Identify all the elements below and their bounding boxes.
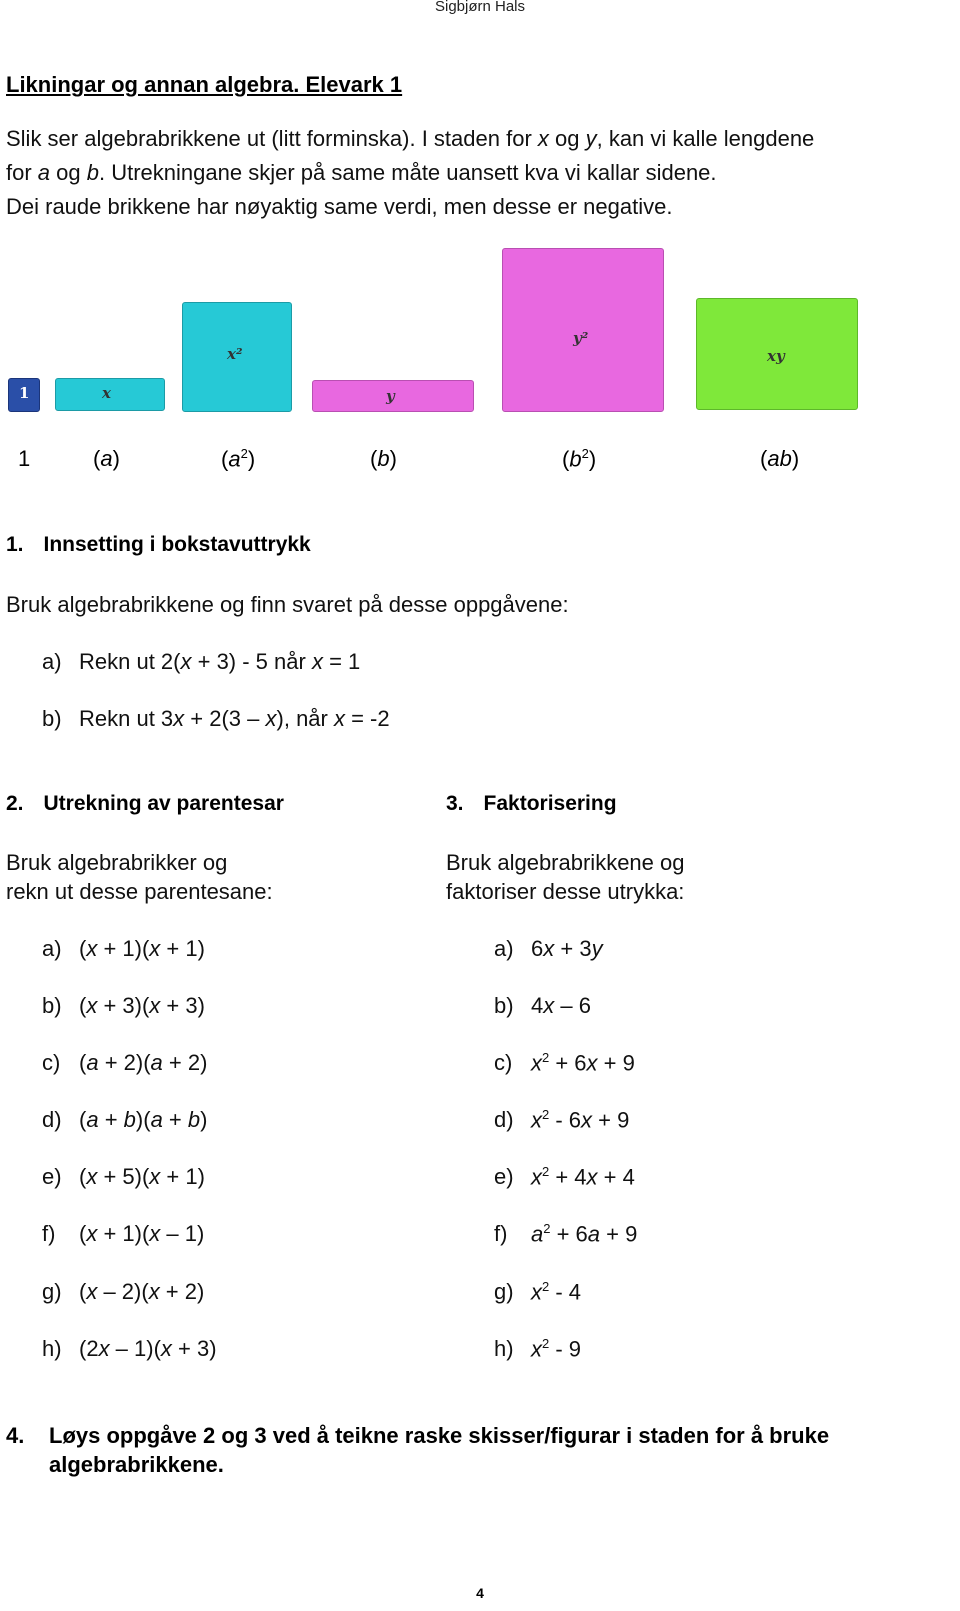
caption-b-squared: $(b^2)$ bbox=[562, 446, 597, 472]
section-3-item-b: b) 4x – 6 bbox=[494, 993, 591, 1018]
caption-a-squared: $(a^2)$ bbox=[221, 446, 256, 472]
caption-a: (a) bbox=[93, 446, 120, 471]
caption-unit: 1 bbox=[18, 446, 31, 471]
section-1-item-b: b) Rekn ut 3x + 2(3 – x), når x = -2 bbox=[42, 706, 390, 731]
section-3-item-c: c) $x^2 + 6x + 9$ bbox=[494, 1050, 635, 1076]
section-2-heading: 2. Utrekning av parentesar bbox=[6, 792, 284, 815]
tile-x: x bbox=[55, 378, 165, 411]
section-2-item-a: a) (x + 1)(x + 1) bbox=[42, 936, 205, 961]
section-1-item-a: a) Rekn ut 2(x + 3) - 5 når x = 1 bbox=[42, 649, 361, 674]
section-2-item-f: f) (x + 1)(x – 1) bbox=[42, 1221, 205, 1246]
section-2-instruction-line-2: rekn ut desse parentesane: bbox=[6, 879, 273, 904]
section-3-item-g: g) $x^2 - 4$ bbox=[494, 1279, 582, 1305]
caption-ab: (ab) bbox=[760, 446, 800, 471]
section-2-instruction-line-1: Bruk algebrabrikker og bbox=[6, 850, 228, 875]
page-header-author: Sigbjørn Hals bbox=[434, 0, 526, 15]
page-title: Likningar og annan algebra. Elevark 1 bbox=[6, 72, 403, 97]
tile-y-squared: y² bbox=[502, 248, 664, 412]
section-4-line-2: algebrabrikkene. bbox=[49, 1452, 224, 1477]
section-3-heading: 3. Faktorisering bbox=[446, 792, 617, 815]
section-2-item-h: h) (2x – 1)(x + 3) bbox=[42, 1336, 217, 1361]
tile-xy: xy bbox=[696, 298, 858, 410]
section-1-instruction: Bruk algebrabrikkene og finn svaret på desse oppgåvene: bbox=[6, 592, 569, 617]
section-4-line-1: Løys oppgåve 2 og 3 ved å teikne raske skisser/figurar i staden for å bruke bbox=[49, 1423, 830, 1448]
intro-line-3: Dei raude brikkene har nøyaktig same verdi, men desse er negative. bbox=[6, 194, 673, 219]
tile-unit: 1 bbox=[8, 378, 40, 412]
section-3-instruction-line-1: Bruk algebrabrikkene og bbox=[446, 850, 685, 875]
section-4-number: 4. bbox=[6, 1423, 25, 1448]
tile-y: y bbox=[312, 380, 474, 412]
intro-line-2: for a og b. Utrekningane skjer på same måte uansett kva vi kallar sidene. bbox=[6, 160, 717, 185]
section-3-item-h: h) $x^2 - 9$ bbox=[494, 1336, 582, 1362]
section-3-item-f: f) $a^2 + 6a + 9$ bbox=[494, 1221, 638, 1247]
section-3-item-e: e) $x^2 + 4x + 4$ bbox=[494, 1164, 635, 1190]
intro-line-1: Slik ser algebrabrikkene ut (litt forminska). I staden for x og y, kan vi kalle lengdene bbox=[6, 126, 815, 151]
section-1-heading: 1. Innsetting i bokstavuttrykk bbox=[6, 533, 311, 556]
page-number: 4 bbox=[476, 1585, 484, 1601]
section-2-item-b: b) (x + 3)(x + 3) bbox=[42, 993, 205, 1018]
section-2-item-d: d) (a + b)(a + b) bbox=[42, 1107, 208, 1132]
section-2-item-c: c) (a + 2)(a + 2) bbox=[42, 1050, 208, 1075]
section-3-item-a: a) 6x + 3y bbox=[494, 936, 603, 961]
section-2-item-e: e) (x + 5)(x + 1) bbox=[42, 1164, 205, 1189]
section-3-item-d: d) $x^2 - 6x + 9$ bbox=[494, 1107, 630, 1133]
section-2-item-g: g) (x – 2)(x + 2) bbox=[42, 1279, 205, 1304]
tile-x-squared: x² bbox=[182, 302, 292, 412]
caption-b: (b) bbox=[370, 446, 397, 471]
section-3-instruction-line-2: faktoriser desse utrykka: bbox=[446, 879, 685, 904]
